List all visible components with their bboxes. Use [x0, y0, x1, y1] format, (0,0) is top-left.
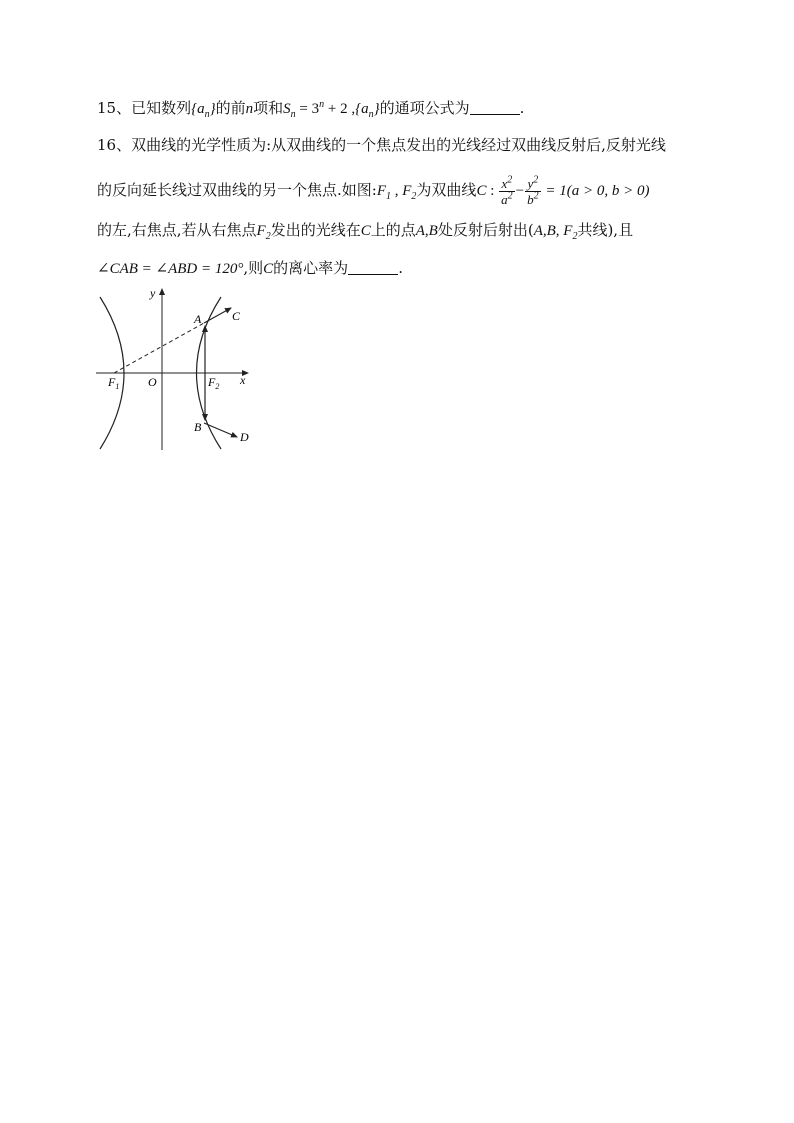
q16-text-1: 双曲线的光学性质为:从双曲线的一个焦点发出的光线经过双曲线反射后,反射光线 — [131, 136, 666, 154]
q15-seq: $\{a_n\}$ — [191, 101, 216, 120]
hyperbola-figure — [90, 285, 260, 457]
question-16-line-1 — [97, 135, 666, 155]
question-16-line-3: 的左,右焦点,若从右焦点$F_2$发出的光线在C上的点A,B处反射后射出(A,B, $F_2$共线),且 — [97, 221, 634, 242]
reflected-ray-bd — [204, 423, 237, 437]
label-a: A — [194, 312, 202, 326]
label-c: C — [232, 309, 241, 323]
label-x: x — [240, 373, 246, 387]
q16-foci: $F_1$ , $F_2$ — [376, 182, 417, 202]
label-f2: $F_2$ — [208, 375, 220, 391]
label-f1: $F_1$ — [108, 375, 120, 391]
label-d: D — [240, 430, 249, 444]
q16-hyperbola-equation: C : $\frac{x^2}{a^2}$ − $\frac{y^2}{b^2}$ = 1(a > 0, b > 0) — [476, 174, 650, 207]
q15-text-3: 项和 — [253, 99, 284, 117]
q15-n: n — [245, 101, 254, 117]
reflected-ray-ac — [204, 308, 231, 323]
label-b: B — [194, 420, 202, 434]
q15-number: 15、 — [97, 99, 132, 117]
q15-text-2: 的前 — [215, 99, 246, 117]
dashed-extension-line — [114, 323, 204, 373]
q16-answer-blank[interactable] — [348, 260, 398, 275]
q15-text-4: 的通项公式为 — [379, 99, 470, 117]
label-o: O — [148, 375, 157, 389]
q16-number: 16、 — [97, 136, 132, 154]
q15-answer-blank[interactable] — [470, 100, 520, 115]
question-16-line-2: 的反向延长线过双曲线的另一个焦点.如图$:F_1$ , $F_2$为双曲线C : $\frac{x^2}{a^2}$ − $\frac{y^2}{b^2}$ = 1(a > 0, b > 0) — [97, 174, 650, 207]
question-16-line-4: ∠CAB = ∠ABD = 120°,则C的离心率为 . — [97, 259, 403, 277]
label-y: y — [150, 286, 156, 300]
q16-angle-condition: ∠CAB = ∠ABD = 120° — [97, 261, 244, 277]
question-15: 15、已知数列$\{a_n\}$的前n项和$S_n = 3^n + 2$ $,\{a_n\}$的通项公式为 . — [97, 99, 525, 120]
q15-sum-formula: $S_n = 3^n + 2$ , — [283, 99, 356, 120]
q15-text-1: 已知数列 — [131, 99, 192, 117]
q15-seq-2: $\{a_n\}$ — [355, 101, 380, 120]
